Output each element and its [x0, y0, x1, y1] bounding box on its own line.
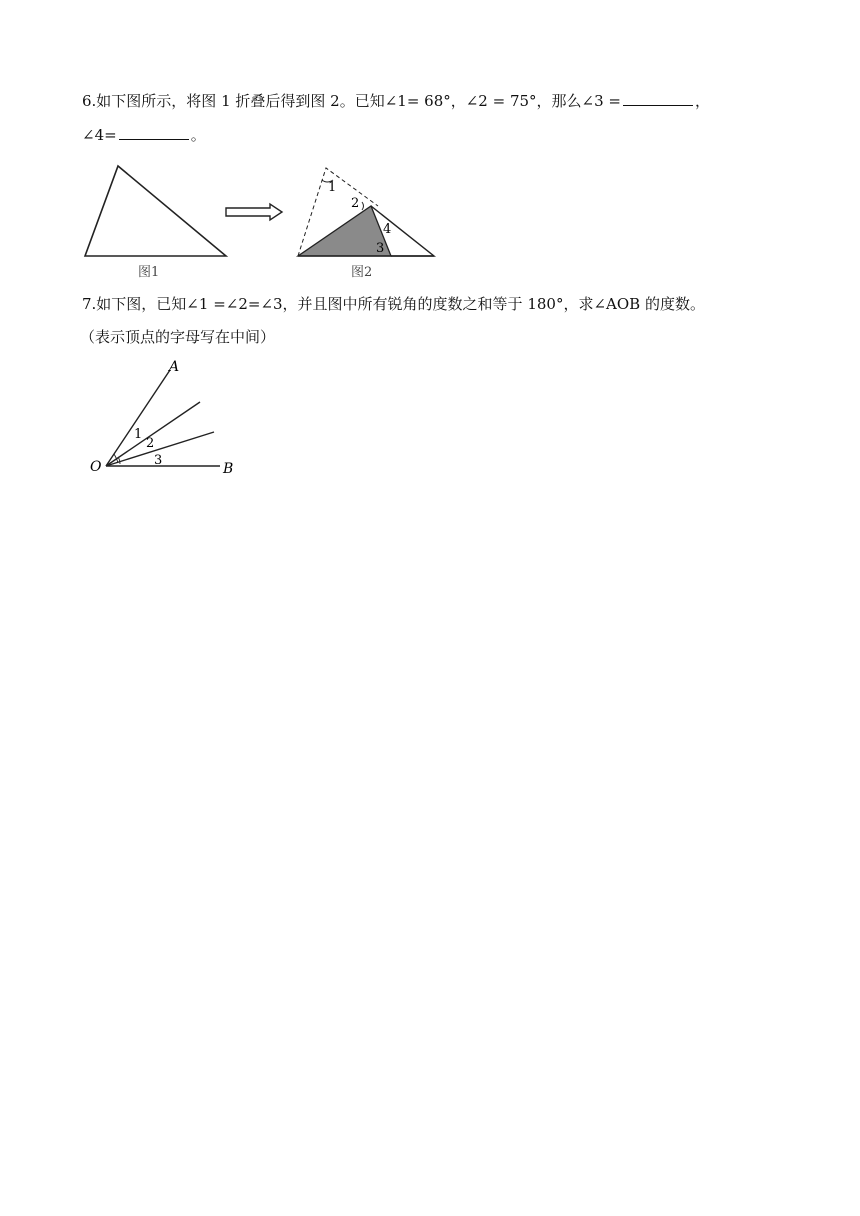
fig2-label-4: 4	[383, 222, 392, 237]
q6-text-1: 6.如下图所示，将图 1 折叠后得到图 2。已知∠1= 68°，∠2 = 75°，那么∠3 =	[82, 92, 621, 110]
fig2-label-2: 2	[351, 196, 360, 211]
right-arrow-icon	[226, 204, 282, 220]
q7-line-2	[80, 327, 275, 347]
ray-2	[106, 402, 200, 466]
answer-blank-angle3[interactable]	[623, 90, 693, 106]
label-A: A	[169, 359, 180, 375]
label-angle-1: 1	[134, 427, 143, 442]
label-angle-2: 2	[146, 436, 155, 451]
label-angle-3: 3	[154, 453, 163, 468]
fig2-label-3: 3	[376, 241, 385, 256]
answer-blank-angle4[interactable]	[119, 124, 189, 140]
fig1-caption: 图1	[138, 265, 160, 280]
q6-tail-1: ，	[695, 92, 711, 110]
fig2-label-1: 1	[328, 180, 337, 195]
ray-OA	[106, 370, 170, 466]
q6-figure	[78, 160, 448, 285]
q6-tail-2: 。	[190, 126, 206, 144]
fig2-caption: 图2	[351, 265, 373, 280]
angle2-arc	[362, 202, 364, 210]
q7-angle-figure	[84, 356, 254, 481]
q7-line-1	[82, 294, 705, 314]
label-B: B	[223, 461, 234, 477]
q7-text-2: （表示顶点的字母写在中间）	[80, 328, 276, 346]
label-O: O	[90, 459, 102, 475]
q6-text-2: ∠4=	[82, 126, 117, 144]
q6-line-2	[82, 124, 206, 145]
fig1-triangle	[85, 166, 226, 256]
q6-line-1	[82, 90, 710, 111]
q7-text-1: 7.如下图，已知∠1 =∠2=∠3，并且图中所有锐角的度数之和等于 180°，求∠AOB 的度数。	[82, 295, 705, 313]
